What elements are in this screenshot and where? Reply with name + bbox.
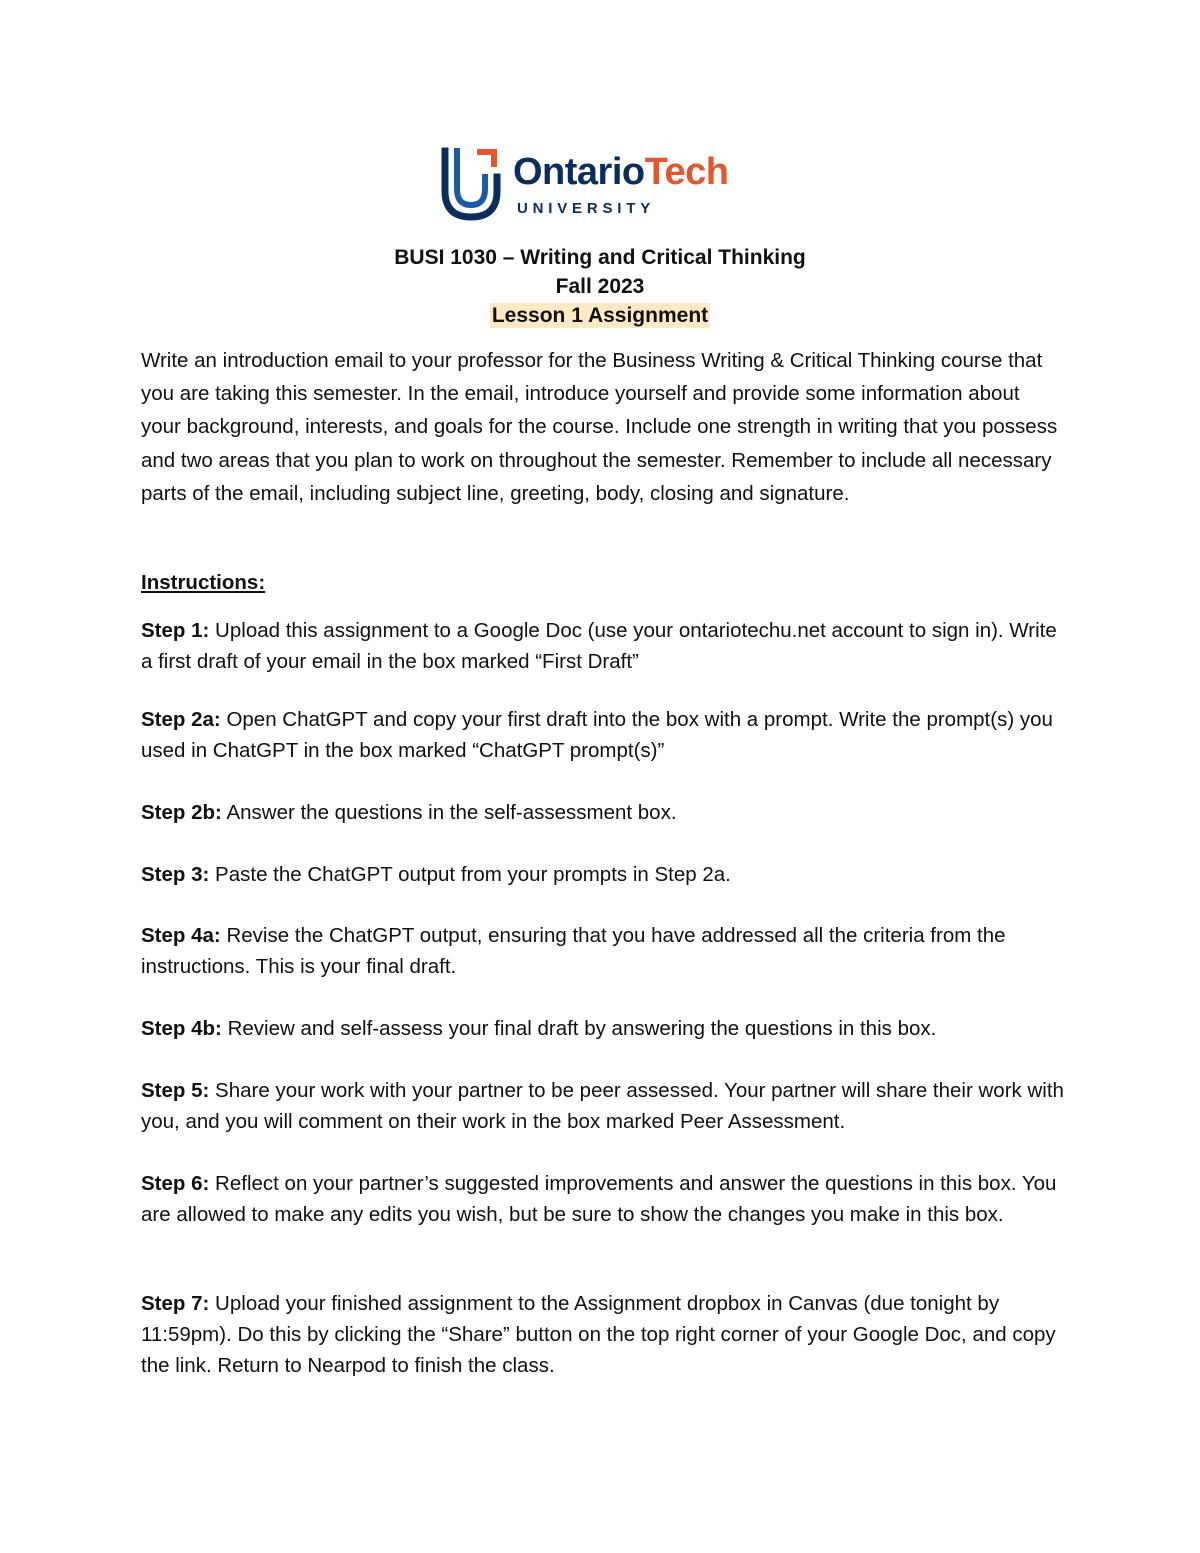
- step-2a: [141, 704, 1066, 766]
- step-label: Step 4b:: [141, 1017, 222, 1040]
- instructions-heading: Instructions:: [141, 571, 266, 594]
- logo-word-tech: Tech: [644, 151, 729, 193]
- step-text: Answer the questions in the self-assessment box.: [221, 801, 677, 824]
- step-3: [141, 859, 1066, 890]
- step-text: Upload your finished assignment to the Assignment dropbox in Canvas (due tonight by 11:59pm). Do this by clicking the “Share” button on the top right corner of your Google Doc, and copy the link. Return to Nearpod to finish the class.: [141, 1292, 1056, 1377]
- step-label: Step 1:: [141, 619, 210, 642]
- step-6: [141, 1168, 1066, 1230]
- logo-subtitle: UNIVERSITY: [517, 200, 656, 217]
- lesson-title-highlight: Lesson 1 Assignment: [491, 304, 709, 327]
- step-1: [141, 615, 1066, 677]
- step-5: [141, 1075, 1066, 1137]
- step-text: Reflect on your partner’s suggested improvements and answer the questions in this box. You are allowed to make any edits you wish, but be sure to show the changes you make in this box.: [141, 1172, 1057, 1226]
- step-4a: [141, 920, 1066, 982]
- university-logo: [441, 147, 761, 222]
- step-label: Step 3:: [141, 863, 210, 886]
- ontario-tech-logo-mark: [441, 147, 503, 221]
- logo-wordmark: [513, 153, 729, 191]
- step-label: Step 5:: [141, 1079, 210, 1102]
- term-title: Fall 2023: [555, 275, 645, 298]
- step-text: Open ChatGPT and copy your first draft into the box with a prompt. Write the prompt(s) you used in ChatGPT in the box marked “ChatGPT prompt(s)”: [141, 708, 1053, 762]
- step-label: Step 6:: [141, 1172, 210, 1195]
- step-text: Paste the ChatGPT output from your prompts in Step 2a.: [209, 863, 731, 886]
- step-label: Step 2a:: [141, 708, 221, 731]
- assignment-intro: Write an introduction email to your professor for the Business Writing & Critical Thinking course that you are taking this semester. In the email, introduce yourself and provide some information about your background, interests, and goals for the course. Include one strength in writing that you possess and two areas that you plan to work on throughout the semester. Remember to include all necessary parts of the email, including subject line, greeting, body, closing and signature.: [141, 349, 1058, 505]
- step-label: Step 2b:: [141, 801, 222, 824]
- step-label: Step 7:: [141, 1292, 210, 1315]
- step-text: Revise the ChatGPT output, ensuring that you have addressed all the criteria from the instructions. This is your final draft.: [141, 924, 1006, 978]
- step-2b: [141, 797, 1066, 828]
- lesson-title: [0, 305, 1200, 326]
- course-title: BUSI 1030 – Writing and Critical Thinking: [394, 246, 806, 269]
- step-text: Share your work with your partner to be peer assessed. Your partner will share their work with you, and you will comment on their work in the box marked Peer Assessment.: [141, 1079, 1064, 1133]
- step-label: Step 4a:: [141, 924, 221, 947]
- logo-word-ontario: Ontario: [513, 151, 645, 193]
- step-7: [141, 1288, 1066, 1381]
- step-text: Upload this assignment to a Google Doc (use your ontariotechu.net account to sign in). Write a first draft of your email in the box marked “First Draft”: [141, 619, 1057, 673]
- step-4b: [141, 1013, 1066, 1044]
- step-text: Review and self-assess your final draft by answering the questions in this box.: [221, 1017, 937, 1040]
